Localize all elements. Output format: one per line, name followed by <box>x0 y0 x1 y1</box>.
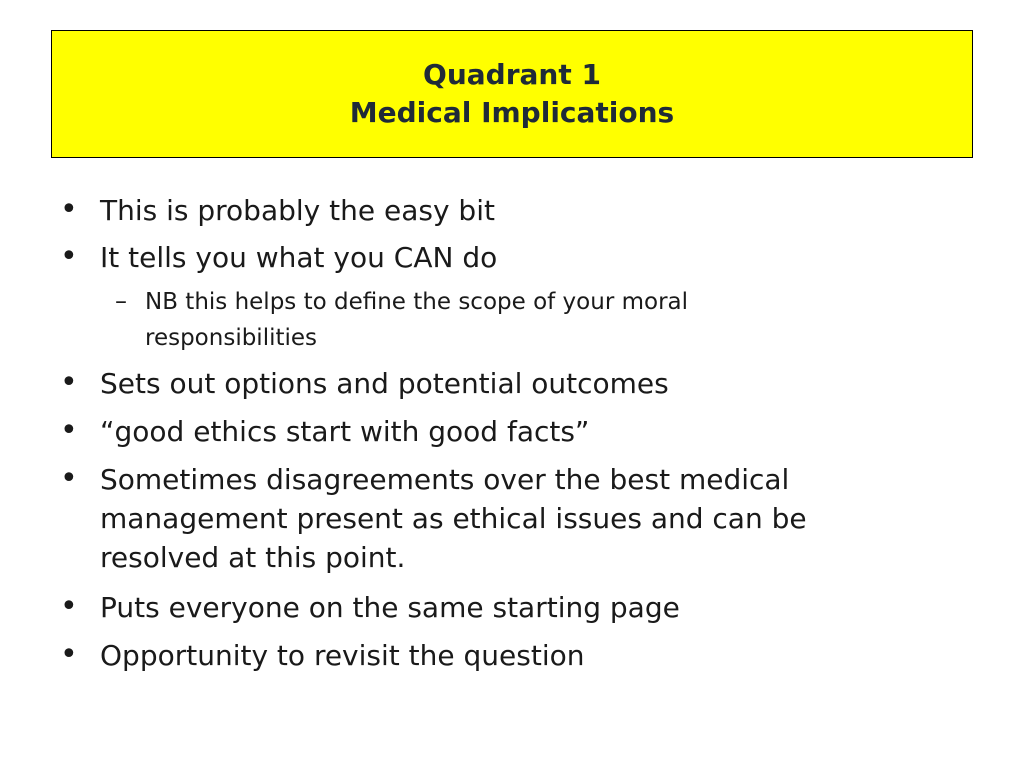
bullet-text: Puts everyone on the same starting page <box>100 591 680 624</box>
bullet-text: Opportunity to revisit the question <box>100 639 585 672</box>
bullet-text: This is probably the easy bit <box>100 194 495 227</box>
bullet-text: It tells you what you CAN do <box>100 241 498 274</box>
bullet-marker: • <box>60 461 78 496</box>
slide-title-line1: Quadrant 1 <box>423 58 601 91</box>
sub-bullet-text: NB this helps to define the scope of your moral responsibilities <box>145 289 689 351</box>
bullet-text: Sets out options and potential outcomes <box>100 367 669 400</box>
bullet-marker: • <box>60 413 78 448</box>
bullet-marker: • <box>60 192 78 227</box>
bullet-text: Sometimes disagreements over the best medical management present as ethical issues and can be resolved at this point. <box>100 463 807 574</box>
bullet-marker: • <box>60 637 78 672</box>
bullet-marker: • <box>60 365 78 400</box>
bullet-text: “good ethics start with good facts” <box>100 415 590 448</box>
bullet-marker: • <box>60 239 78 274</box>
sub-bullet-marker: – <box>115 287 127 315</box>
slide-title-line2: Medical Implications <box>349 96 675 129</box>
bullet-marker: • <box>60 589 78 624</box>
